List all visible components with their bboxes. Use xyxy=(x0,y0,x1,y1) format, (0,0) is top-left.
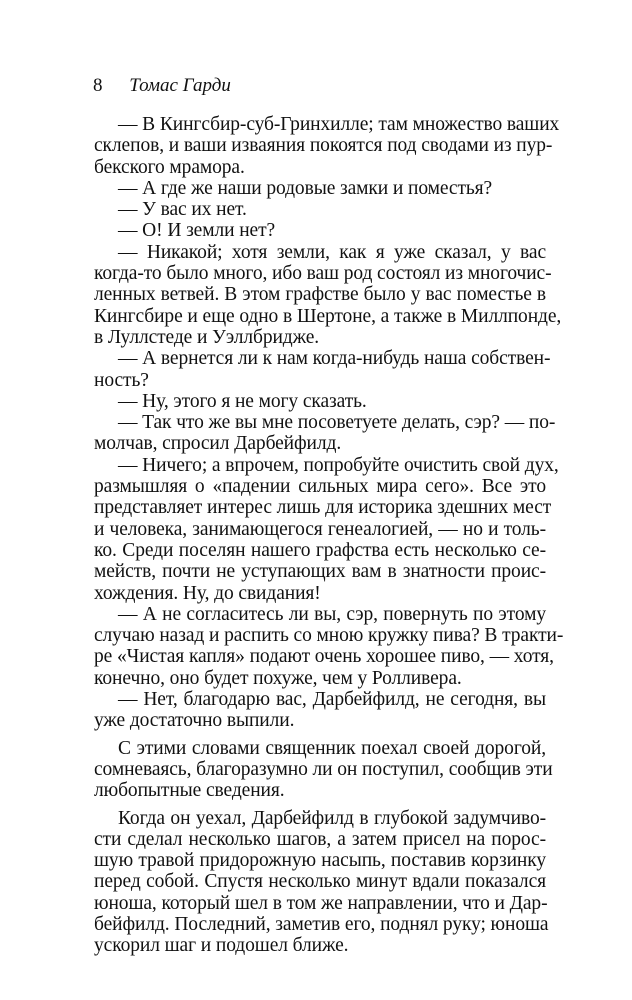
text-line: перед собой. Спустя несколько минут вдали показался xyxy=(94,871,546,893)
text-line: ленных ветвей. В этом графстве было у вас поместье в xyxy=(94,284,546,306)
text-line: конечно, оно будет похуже, чем у Ролливера. xyxy=(94,667,462,689)
text-line: — Нет, благодарю вас, Дарбейфилд, не сегодня, вы xyxy=(118,689,546,711)
text-line: шую травой придорожную насыпь, поставив корзинку xyxy=(94,850,546,872)
text-line: размышляя о «падении сильных мира сего». Все это xyxy=(94,476,546,498)
text-line: мейств, почти не уступающих вам в знатности проис- xyxy=(94,561,546,583)
text-line: случаю назад и распить со мною кружку пива? В тракти- xyxy=(94,625,564,647)
text-line: ускорил шаг и подошел ближе. xyxy=(94,935,349,957)
text-line: — Ничего; а впрочем, попробуйте очистить свой дух, xyxy=(118,454,559,476)
text-line: молчав, спросил Дарбейфилд. xyxy=(94,433,342,455)
text-line: и человека, занимающегося генеалогией, — но и толь- xyxy=(94,518,546,540)
page-number: 8 xyxy=(93,75,103,96)
text-line: в Луллстеде и Уэллбридже. xyxy=(94,326,320,348)
text-line: когда-то было много, ибо ваш род состоял из многочис- xyxy=(94,263,552,285)
text-line: бекского мрамора. xyxy=(94,156,245,178)
text-line: — А вернется ли к нам когда-нибудь наша собствен- xyxy=(118,348,551,370)
text-line: — А где же наши родовые замки и поместья? xyxy=(118,177,493,199)
text-line: — Так что же вы мне посоветуете делать, сэр? — по- xyxy=(118,412,556,434)
text-line: склепов, и ваши изваяния покоятся под сводами из пур- xyxy=(94,135,553,157)
text-line: сти сделал несколько шагов, а затем присел на порос- xyxy=(94,828,546,850)
text-line: — О! И земли нет? xyxy=(118,220,276,242)
text-line: — В Кингсбир-суб-Гринхилле; там множество ваших xyxy=(118,114,560,135)
text-line: — Никакой; хотя земли, как я уже сказал, у вас xyxy=(118,241,546,263)
text-line: юноша, который шел в том же направлении, что и Дар- xyxy=(94,892,548,914)
text-line: представляет интерес лишь для историка здешних мест xyxy=(94,497,552,519)
text-line: С этими словами священник поехал своей дорогой, xyxy=(118,737,546,759)
text-line: сомневаясь, благоразумно ли он поступил, сообщив эти xyxy=(94,758,553,780)
text-line: — Ну, этого я не могу сказать. xyxy=(118,390,367,412)
text-line: уже достаточно выпили. xyxy=(94,710,295,732)
running-title: Томас Гарди xyxy=(129,75,231,96)
text-line: — А не согласитесь ли вы, сэр, повернуть по этому xyxy=(118,603,546,625)
text-line: ко. Среди поселян нашего графства есть несколько се- xyxy=(94,539,546,561)
text-line: хождения. Ну, до свидания! xyxy=(94,582,321,604)
page-header xyxy=(93,74,231,98)
text-line: Когда он уехал, Дарбейфилд в глубокой задумчиво- xyxy=(118,807,546,829)
text-line: ре «Чистая капля» подают очень хорошее пиво, — хотя, xyxy=(94,646,554,668)
text-line: Кингсбире и еще одно в Шертоне, а также в Миллпонде, xyxy=(94,305,562,327)
text-line: любопытные сведения. xyxy=(94,780,285,802)
text-line: бейфилд. Последний, заметив его, поднял руку; юноша xyxy=(94,913,549,935)
text-line: ность? xyxy=(94,369,149,391)
body-text xyxy=(94,114,564,957)
text-line: — У вас их нет. xyxy=(118,199,247,221)
